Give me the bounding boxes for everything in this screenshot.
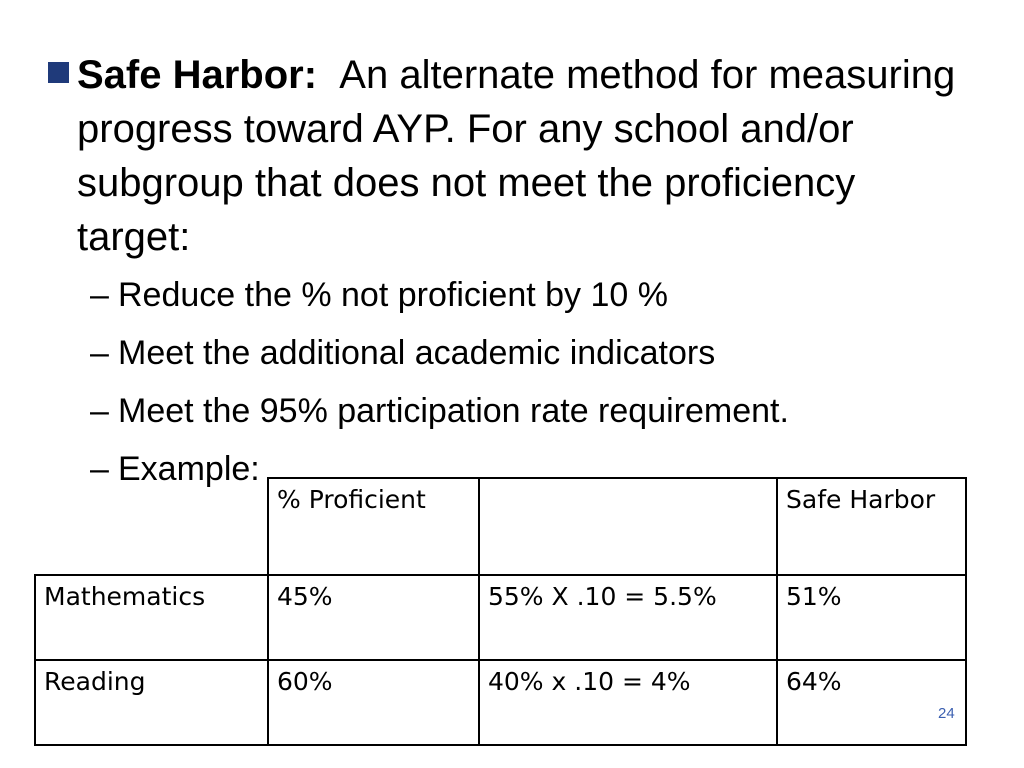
row-subject: Mathematics xyxy=(35,575,268,660)
sub-bullet-text: Meet the 95% participation rate requirement. xyxy=(118,392,789,430)
page-number: 24 xyxy=(938,705,955,722)
main-bullet xyxy=(48,48,968,264)
header-calculation xyxy=(479,478,777,575)
row-calculation: 55% X .10 = 5.5% xyxy=(479,575,777,660)
table-header-row xyxy=(35,478,966,575)
safe-harbor-table xyxy=(34,477,967,746)
row-proficient: 45% xyxy=(268,575,479,660)
row-calculation: 40% x .10 = 4% xyxy=(479,660,777,745)
bullet-term: Safe Harbor: xyxy=(77,53,318,97)
sub-bullet-text: Meet the additional academic indicators xyxy=(118,334,716,372)
sub-bullet-item xyxy=(90,326,950,384)
row-safe-harbor: 51% xyxy=(777,575,966,660)
bullet-description: An alternate method for measuring progress toward AYP. For any school and/or subgroup that does not meet the proficiency target: xyxy=(77,53,956,259)
sub-bullet-item xyxy=(90,384,950,442)
dash-bullet-icon: – xyxy=(90,334,109,372)
table-row xyxy=(35,575,966,660)
table-corner-cell xyxy=(35,478,268,575)
sub-bullet-text: Example: xyxy=(118,450,260,488)
main-bullet-text xyxy=(77,48,968,264)
row-safe-harbor: 64% xyxy=(777,660,966,745)
dash-bullet-icon: – xyxy=(90,276,109,314)
dash-bullet-icon: – xyxy=(90,450,109,488)
table-row xyxy=(35,660,966,745)
row-subject: Reading xyxy=(35,660,268,745)
header-proficient: % Proficient xyxy=(268,478,479,575)
header-safe-harbor: Safe Harbor xyxy=(777,478,966,575)
row-proficient: 60% xyxy=(268,660,479,745)
sub-bullet-list xyxy=(90,268,950,500)
square-bullet-icon xyxy=(48,62,69,83)
sub-bullet-text: Reduce the % not proficient by 10 % xyxy=(118,276,668,314)
dash-bullet-icon: – xyxy=(90,392,109,430)
sub-bullet-item xyxy=(90,268,950,326)
